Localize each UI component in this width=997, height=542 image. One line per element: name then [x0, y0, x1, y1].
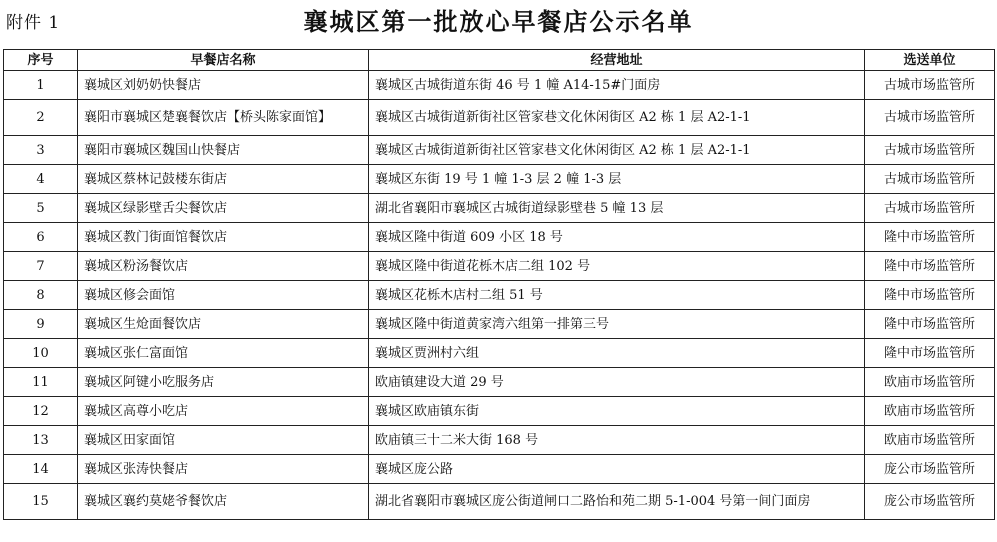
- submitting-unit: 庞公市场监管所: [865, 484, 995, 520]
- row-number: 6: [4, 223, 78, 252]
- table-row: [4, 223, 995, 252]
- row-number: 5: [4, 194, 78, 223]
- submitting-unit: 隆中市场监管所: [865, 339, 995, 368]
- row-number: 14: [4, 455, 78, 484]
- submitting-unit: 古城市场监管所: [865, 136, 995, 165]
- shop-name: 襄城区教门街面馆餐饮店: [78, 223, 369, 252]
- shop-address: 襄城区隆中街道黄家湾六组第一排第三号: [369, 310, 865, 339]
- shop-name: 襄阳市襄城区楚襄餐饮店【桥头陈家面馆】: [78, 100, 369, 136]
- table-row: [4, 484, 995, 520]
- row-number: 1: [4, 71, 78, 100]
- submitting-unit: 欧庙市场监管所: [865, 426, 995, 455]
- attachment-label: 附件 1: [6, 13, 61, 33]
- table-header-row: [4, 50, 995, 71]
- column-header-unit: 选送单位: [865, 50, 995, 71]
- table-row: [4, 100, 995, 136]
- row-number: 2: [4, 100, 78, 136]
- column-header-shop-name: 早餐店名称: [78, 50, 369, 71]
- shop-name: 襄城区田家面馆: [78, 426, 369, 455]
- submitting-unit: 隆中市场监管所: [865, 310, 995, 339]
- shop-name: 襄城区蔡林记鼓楼东街店: [78, 165, 369, 194]
- row-number: 7: [4, 252, 78, 281]
- shop-address: 襄城区古城街道新街社区管家巷文化休闲街区 A2 栋 1 层 A2-1-1: [369, 100, 865, 136]
- shop-name: 襄阳市襄城区魏国山快餐店: [78, 136, 369, 165]
- shop-name: 襄城区生炝面餐饮店: [78, 310, 369, 339]
- table-row: [4, 339, 995, 368]
- submitting-unit: 欧庙市场监管所: [865, 397, 995, 426]
- table-row: [4, 368, 995, 397]
- table-row: [4, 71, 995, 100]
- row-number: 3: [4, 136, 78, 165]
- shop-address: 襄城区隆中街道花栎木店二组 102 号: [369, 252, 865, 281]
- shop-name: 襄城区粉汤餐饮店: [78, 252, 369, 281]
- shop-name: 襄城区修会面馆: [78, 281, 369, 310]
- shop-address: 湖北省襄阳市襄城区庞公街道闸口二路怡和苑二期 5-1-004 号第一间门面房: [369, 484, 865, 520]
- row-number: 12: [4, 397, 78, 426]
- submitting-unit: 隆中市场监管所: [865, 223, 995, 252]
- shop-address: 襄城区花栎木店村二组 51 号: [369, 281, 865, 310]
- shop-address: 襄城区隆中街道 609 小区 18 号: [369, 223, 865, 252]
- shop-name: 襄城区阿键小吃服务店: [78, 368, 369, 397]
- table-row: [4, 165, 995, 194]
- document-title: 襄城区第一批放心早餐店公示名单: [303, 7, 694, 36]
- table-row: [4, 397, 995, 426]
- row-number: 13: [4, 426, 78, 455]
- table-row: [4, 281, 995, 310]
- row-number: 9: [4, 310, 78, 339]
- shop-address: 襄城区古城街道东街 46 号 1 幢 A14-15#门面房: [369, 71, 865, 100]
- row-number: 11: [4, 368, 78, 397]
- shop-address: 襄城区贾洲村六组: [369, 339, 865, 368]
- shop-address: 欧庙镇三十二米大街 168 号: [369, 426, 865, 455]
- table-row: [4, 194, 995, 223]
- column-header-number: 序号: [4, 50, 78, 71]
- shop-name: 襄城区张涛快餐店: [78, 455, 369, 484]
- submitting-unit: 古城市场监管所: [865, 71, 995, 100]
- row-number: 8: [4, 281, 78, 310]
- submitting-unit: 庞公市场监管所: [865, 455, 995, 484]
- shop-name: 襄城区绿影壁舌尖餐饮店: [78, 194, 369, 223]
- shop-address: 襄城区古城街道新街社区管家巷文化休闲街区 A2 栋 1 层 A2-1-1: [369, 136, 865, 165]
- shop-address: 襄城区庞公路: [369, 455, 865, 484]
- shop-name: 襄城区高尊小吃店: [78, 397, 369, 426]
- shop-address: 襄城区东街 19 号 1 幢 1-3 层 2 幢 1-3 层: [369, 165, 865, 194]
- row-number: 10: [4, 339, 78, 368]
- row-number: 15: [4, 484, 78, 520]
- row-number: 4: [4, 165, 78, 194]
- shop-name: 襄城区刘奶奶快餐店: [78, 71, 369, 100]
- submitting-unit: 欧庙市场监管所: [865, 368, 995, 397]
- shop-address: 湖北省襄阳市襄城区古城街道绿影壁巷 5 幢 13 层: [369, 194, 865, 223]
- table-row: [4, 310, 995, 339]
- submitting-unit: 古城市场监管所: [865, 100, 995, 136]
- shop-name: 襄城区张仁富面馆: [78, 339, 369, 368]
- shop-address: 襄城区欧庙镇东街: [369, 397, 865, 426]
- table-row: [4, 136, 995, 165]
- table-row: [4, 455, 995, 484]
- submitting-unit: 隆中市场监管所: [865, 281, 995, 310]
- breakfast-shop-table: [3, 49, 995, 520]
- column-header-address: 经营地址: [369, 50, 865, 71]
- shop-address: 欧庙镇建设大道 29 号: [369, 368, 865, 397]
- submitting-unit: 古城市场监管所: [865, 194, 995, 223]
- shop-name: 襄城区襄约莫姥爷餐饮店: [78, 484, 369, 520]
- submitting-unit: 隆中市场监管所: [865, 252, 995, 281]
- table-row: [4, 252, 995, 281]
- table-row: [4, 426, 995, 455]
- submitting-unit: 古城市场监管所: [865, 165, 995, 194]
